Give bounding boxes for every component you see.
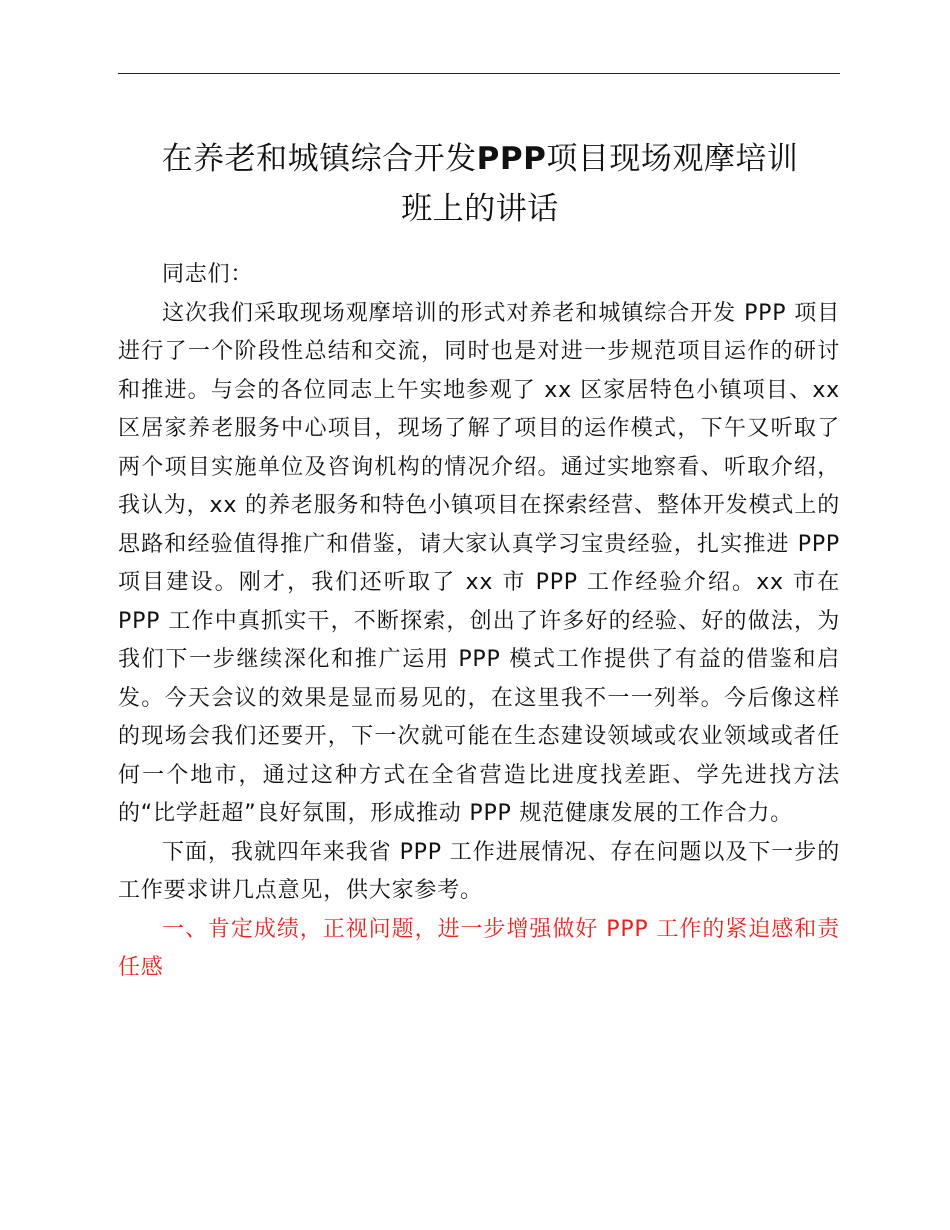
- salutation: 同志们：: [162, 262, 254, 287]
- header-rule: [118, 73, 840, 74]
- title-line1-prefix: 在养老和城镇综合开发: [161, 141, 477, 177]
- section-heading: 一、肯定成绩，正视问题，进一步增强做好 PPP 工作的紧迫感和责任感: [118, 916, 840, 980]
- title-line1-bold: PPP: [476, 141, 547, 177]
- paragraph-1: 这次我们采取现场观摩培训的形式对养老和城镇综合开发 PPP 项目进行了一个阶段性总结和交流，同时也是对进一步规范项目运作的研讨和推进。与会的各位同志上午实地参观了 xx 区家居特色小镇项目、xx 区居家养老服务中心项目，现场了解了项目的运作模式，下午又听取了两个项目实施单位及咨询机构的情况介绍。通过实地察看、听取介绍，我认为，xx 的养老服务和特色小镇项目在探索经营、整体开发模式上的思路和经验值得推广和借鉴，请大家认真学习宝贵经验，扎实推进 PPP 项目建设。刚才，我们还听取了 xx 市 PPP 工作经验介绍。xx 市在 PPP 工作中真抓实干，不断探索，创出了许多好的经验、好的做法，为我们下一步继续深化和推广运用 PPP 模式工作提供了有益的借鉴和启发。今天会议的效果是显而易见的，在这里我不一一列举。今后像这样的现场会我们还要开，下一次就可能在生态建设领域或农业领域或者任何一个地市，通过这种方式在全省营造比进度找差距、学先进找方法的“比学赶超”良好氛围，形成推动 PPP 规范健康发展的工作合力。: [118, 300, 840, 826]
- title-line1-suffix: 项目现场观摩培训: [546, 141, 799, 177]
- document-body: [118, 256, 840, 988]
- title-line2: 班上的讲话: [401, 191, 559, 227]
- paragraph-2: 下面，我就四年来我省 PPP 工作进展情况、存在问题以及下一步的工作要求讲几点意见，供大家参考。: [118, 839, 840, 903]
- document-title: [100, 134, 860, 234]
